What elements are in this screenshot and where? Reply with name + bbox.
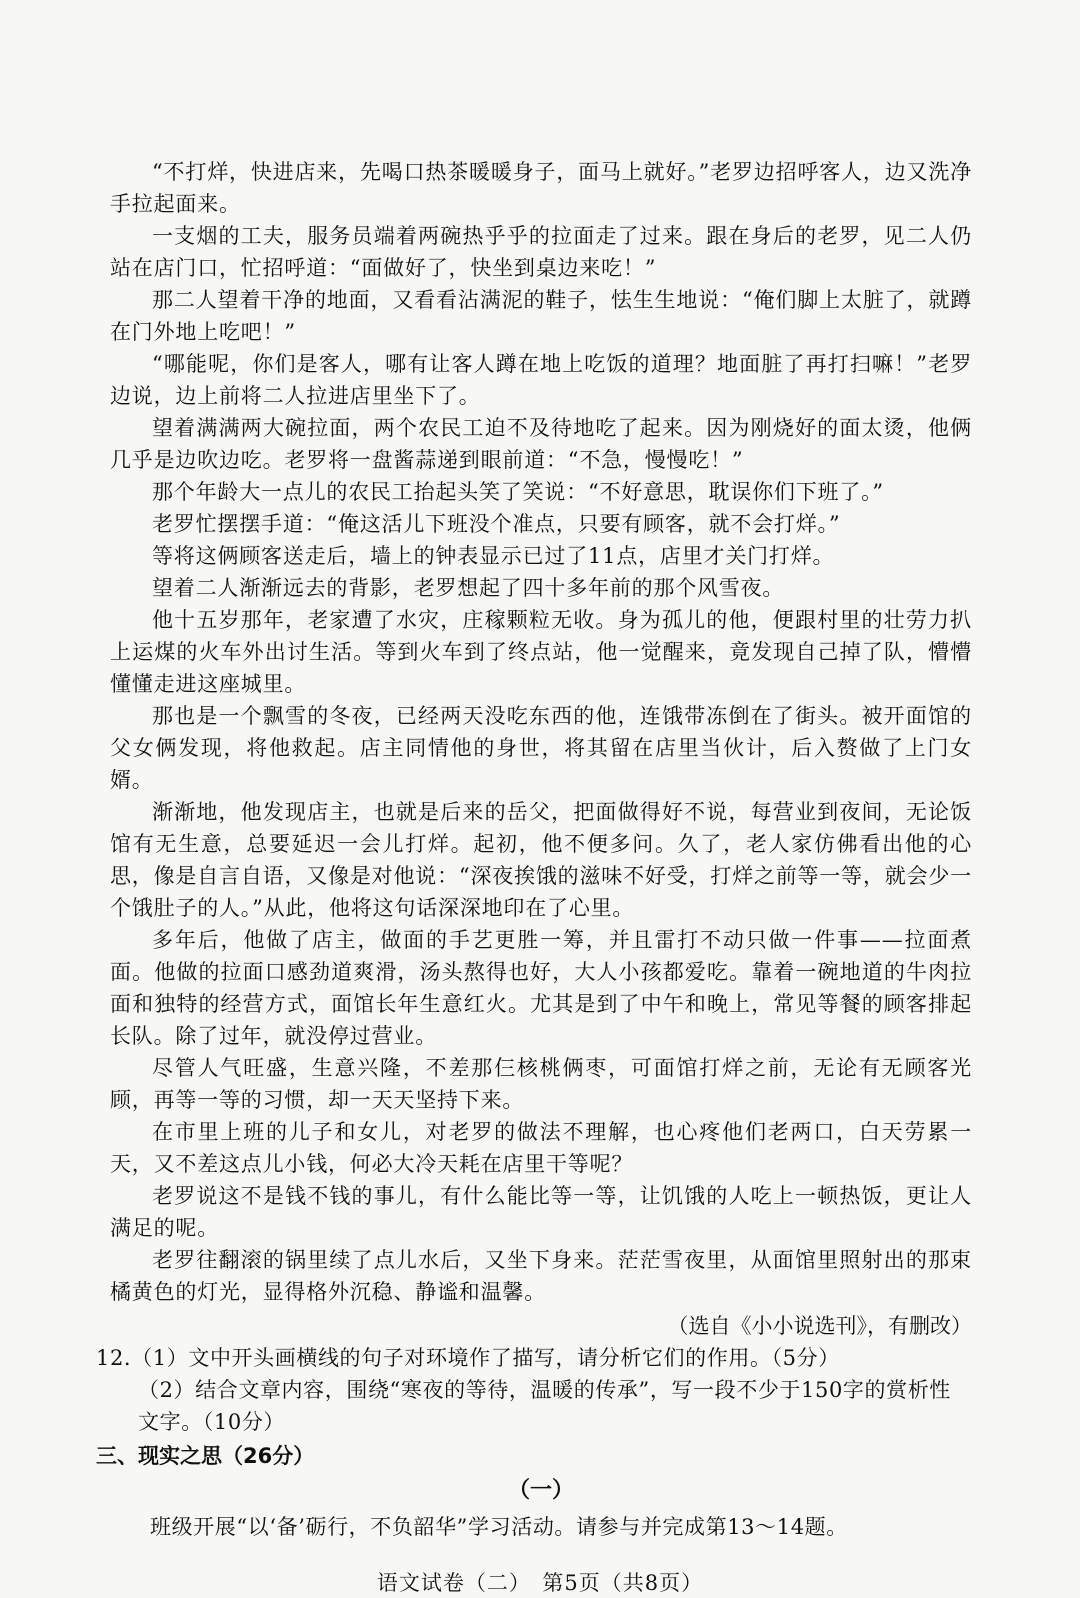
story-paragraph-1: “不打烊，快进店来，先喝口热茶暖暖身子，面马上就好。”老罗边招呼客人，边又洗净手拉起面来。 bbox=[110, 160, 972, 216]
story-paragraph-13: 多年后，他做了店主，做面的手艺更胜一筹，并且雷打不动只做一件事——拉面煮面。他做的拉面口感劲道爽滑，汤头熬得也好，大人小孩都爱吃。靠着一碗地道的牛肉拉面和独特的经营方式，面馆长年生意红火。尤其是到了中午和晚上，常见等餐的顾客排起长队。除了过年，就没停过营业。 bbox=[110, 928, 972, 1048]
story-paragraph-2: 一支烟的工夫，服务员端着两碗热乎乎的拉面走了过来。跟在身后的老罗，见二人仍站在店门口，忙招呼道：“面做好了，快坐到桌边来吃！” bbox=[110, 224, 972, 280]
question-12-part-1: 12.（1）文中开头画横线的句子对环境作了描写，请分析它们的作用。（5分） bbox=[96, 1346, 840, 1370]
section-3-activity: 班级开展“以‘备’砺行，不负韶华”学习活动。请参与并完成第13～14题。 bbox=[150, 1515, 848, 1539]
story-paragraph-11: 那也是一个飘雪的冬夜，已经两天没吃东西的他，连饿带冻倒在了街头。被开面馆的父女俩发现，将他救起。店主同情他的身世，将其留在店里当伙计，后入赘做了上门女婿。 bbox=[110, 704, 972, 792]
story-paragraph-4: “哪能呢，你们是客人，哪有让客人蹲在地上吃饭的道理？地面脏了再打扫嘛！”老罗边说，边上前将二人拉进店里坐下了。 bbox=[110, 352, 972, 408]
story-paragraph-8: 等将这俩顾客送走后，墙上的钟表显示已过了11点，店里才关门打烊。 bbox=[152, 544, 835, 568]
story-paragraph-16: 老罗说这不是钱不钱的事儿，有什么能比等一等，让饥饿的人吃上一顿热饭，更让人满足的呢。 bbox=[110, 1184, 972, 1240]
story-source: （选自《小小说选刊》，有删改） bbox=[667, 1314, 972, 1338]
page-footer: 语文试卷（二） 第5页（共8页） bbox=[376, 1571, 704, 1595]
story-paragraph-10: 他十五岁那年，老家遭了水灾，庄稼颗粒无收。身为孤儿的他，便跟村里的壮劳力扒上运煤的火车外出讨生活。等到火车到了终点站，他一觉醒来，竟发现自己掉了队，懵懵懂懂走进这座城里。 bbox=[110, 608, 972, 696]
story-paragraph-3: 那二人望着干净的地面，又看看沾满泥的鞋子，怯生生地说：“俺们脚上太脏了，就蹲在门外地上吃吧！” bbox=[110, 288, 972, 344]
page-content bbox=[96, 156, 972, 1544]
story-paragraph-14: 尽管人气旺盛，生意兴隆，不差那仨核桃俩枣，可面馆打烊之前，无论有无顾客光顾，再等一等的习惯，却一天天坚持下来。 bbox=[110, 1056, 972, 1112]
story-paragraph-15: 在市里上班的儿子和女儿，对老罗的做法不理解，也心疼他们老两口，白天劳累一天，又不差这点儿小钱，何必大冷天耗在店里干等呢？ bbox=[110, 1120, 972, 1176]
section-3-subtitle: （一） bbox=[507, 1478, 574, 1503]
question-12-part-2: （2）结合文章内容，围绕“寒夜的等待，温暖的传承”，写一段不少于150字的赏析性文字。（10分） bbox=[138, 1378, 951, 1434]
story-paragraph-9: 望着二人渐渐远去的背影，老罗想起了四十多年前的那个风雪夜。 bbox=[152, 576, 785, 600]
section-3-title: 三、现实之思（26分） bbox=[96, 1444, 315, 1468]
story-paragraph-6: 那个年龄大一点儿的农民工抬起头笑了笑说：“不好意思，耽误你们下班了。” bbox=[152, 480, 884, 504]
story-paragraph-17: 老罗往翻滚的锅里续了点儿水后，又坐下身来。茫茫雪夜里，从面馆里照射出的那束橘黄色的灯光，显得格外沉稳、静谧和温馨。 bbox=[110, 1248, 972, 1304]
story-paragraph-7: 老罗忙摆摆手道：“俺这活儿下班没个准点，只要有顾客，就不会打烊。” bbox=[152, 512, 841, 536]
story-paragraph-5: 望着满满两大碗拉面，两个农民工迫不及待地吃了起来。因为刚烧好的面太烫，他俩几乎是边吹边吃。老罗将一盘酱蒜递到眼前道：“不急，慢慢吃！” bbox=[110, 416, 972, 472]
story-paragraph-12: 渐渐地，他发现店主，也就是后来的岳父，把面做得好不说，每营业到夜间，无论饭馆有无生意，总要延迟一会儿打烊。起初，他不便多问。久了，老人家仿佛看出他的心思，像是自言自语，又像是对他说：“深夜挨饿的滋味不好受，打烊之前等一等，就会少一个饿肚子的人。”从此，他将这句话深深地印在了心里。 bbox=[110, 800, 972, 920]
